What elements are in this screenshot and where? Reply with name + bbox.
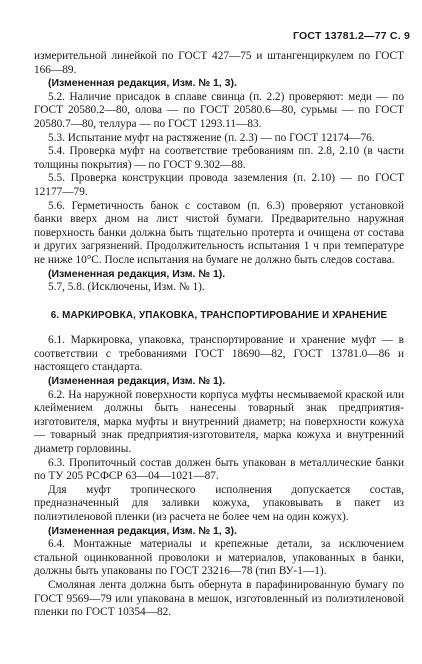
paragraph-5-6: 5.6. Герметичность банок с составом (п. 6.3) проверяют установкой банки вверх дном на лист чистой бумаги. Предварительно наружная поверхность банки должна быть тщательно протерта и очищена от состава и других загрязнений. Продолжительность испытания 1 ч при температуре не ниже 10°С. После испытания на бумаге не должно быть следов состава. [34, 199, 404, 266]
paragraph-continuation: измерительной линейкой по ГОСТ 427—75 и штангенциркулем по ГОСТ 166—89. [34, 50, 404, 76]
paragraph-6-3-tropical: Для муфт тропического исполнения допускается состав, предназначенный для заливки кожуха, упаковывать в пакет из полиэтиленовой пленки (из расчета не более чем на один кожух). [34, 483, 404, 523]
section-heading: 6. МАРКИРОВКА, УПАКОВКА, ТРАНСПОРТИРОВАНИЕ И ХРАНЕНИЕ [50, 309, 388, 321]
paragraph-6-4-tape: Смоляная лента должна быть обернута в парафинированную бумагу по ГОСТ 9569—79 или упакована в мешок, изготовленный из полиэтиленовой пленки по ГОСТ 10354—82. [34, 578, 404, 619]
page-header: ГОСТ 13781.2—77 С. 9 [293, 30, 410, 42]
paragraph-6-3: 6.3. Пропиточный состав должен быть упакован в металлические банки по ТУ 205 РСФСР 63—04—1021—87. [34, 456, 404, 483]
revision-note: (Измененная редакция, Изм. № 1, 3). [48, 524, 237, 537]
revision-note: (Измененная редакция, Изм. № 1). [48, 267, 226, 280]
revision-note: (Измененная редакция, Изм. № 1, 3). [48, 77, 237, 90]
paragraph-5-7-5-8: 5.7, 5.8. (Исключены, Изм. № 1). [48, 281, 205, 294]
paragraph-6-1: 6.1. Маркировка, упаковка, транспортирование и хранение муфт — в соответствии с требованиями ГОСТ 18690—82, ГОСТ 13781.0—86 и настоящего стандарта. [34, 334, 404, 374]
paragraph-6-4: 6.4. Монтажные материалы и крепежные детали, за исключением стальной оцинкованной проволоки и материалов, упакованных в банки, должны быть упакованы по ГОСТ 23216—78 (тип ВУ-1—1). [34, 538, 404, 578]
paragraph-5-4: 5.4. Проверка муфт на соответствие требованиям пп. 2.8, 2.10 (в части толщины покрытия) — по ГОСТ 9.302—88. [34, 145, 404, 171]
paragraph-5-3: 5.3. Испытание муфт на растяжение (п. 2.3) — по ГОСТ 12174—76. [48, 131, 375, 144]
revision-note: (Измененная редакция, Изм. № 1). [48, 375, 226, 388]
paragraph-5-2: 5.2. Наличие присадок в сплаве свинца (п. 2.2) проверяют: меди — по ГОСТ 20580.2—80, олова — по ГОСТ 20580.6—80, сурьмы — по ГОСТ 20580.7—80, теллура — по ГОСТ 1293.11—83. [34, 90, 404, 130]
paragraph-5-5: 5.5. Проверка конструкции провода заземления (п. 2.10) — по ГОСТ 12177—79. [34, 172, 404, 198]
paragraph-6-2: 6.2. На наружной поверхности корпуса муфты несмываемой краской или клеймением должны быть нанесены товарный знак предприятия-изготовителя, марка муфты и внутренний диаметр; на поверхности кожуха — товарный знак предприятия-изготовителя, марка кожуха и внутренний диаметр горловины. [34, 388, 404, 456]
document-body [34, 50, 404, 620]
